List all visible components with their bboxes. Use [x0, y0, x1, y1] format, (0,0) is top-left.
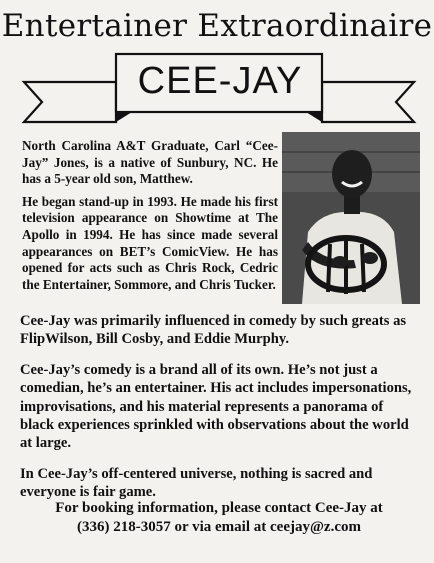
headline: Entertainer Extraordinaire	[1, 8, 433, 44]
intro-paragraph-1: North Carolina A&T Graduate, Carl “Cee-Jay” Jones, is a native of Sunbury, NC. He has a 5-year old son, Matthew.	[22, 138, 278, 187]
booking-contact	[20, 499, 418, 537]
portrait-photo	[282, 132, 420, 304]
influences-paragraph: Cee-Jay was primarily influenced in comedy by such greats as FlipWilson, Bill Cosby, and Eddie Murphy.	[20, 313, 407, 348]
contact-line-1: For booking information, please contact Cee-Jay at	[55, 500, 383, 516]
intro-column	[22, 138, 278, 299]
comedy-style-paragraph: Cee-Jay’s comedy is a brand all of its own. He’s not just a comedian, he’s an entertainer. His act includes impersonations, improvisations, and his material represents a panorama of black experiences sprinkled with observations about the world at large.	[20, 361, 412, 452]
universe-paragraph: In Cee-Jay’s off-centered universe, nothing is sacred and everyone is fair game.	[20, 465, 373, 501]
body-text	[20, 312, 418, 514]
banner-name: CEE-JAY	[137, 60, 303, 102]
intro-paragraph-2: He began stand-up in 1993. He made his first television appearance on Showtime at The Apollo in 1994. He has since made several appearances on BET’s ComicView. He has opened for acts such as Chris Rock, Cedric the Entertainer, Sommore, and Chris Tucker.	[22, 193, 278, 292]
contact-line-2: (336) 218-3057 or via email at ceejay@z.com	[76, 519, 361, 535]
portrait-illustration	[282, 132, 420, 304]
name-banner	[20, 52, 418, 132]
